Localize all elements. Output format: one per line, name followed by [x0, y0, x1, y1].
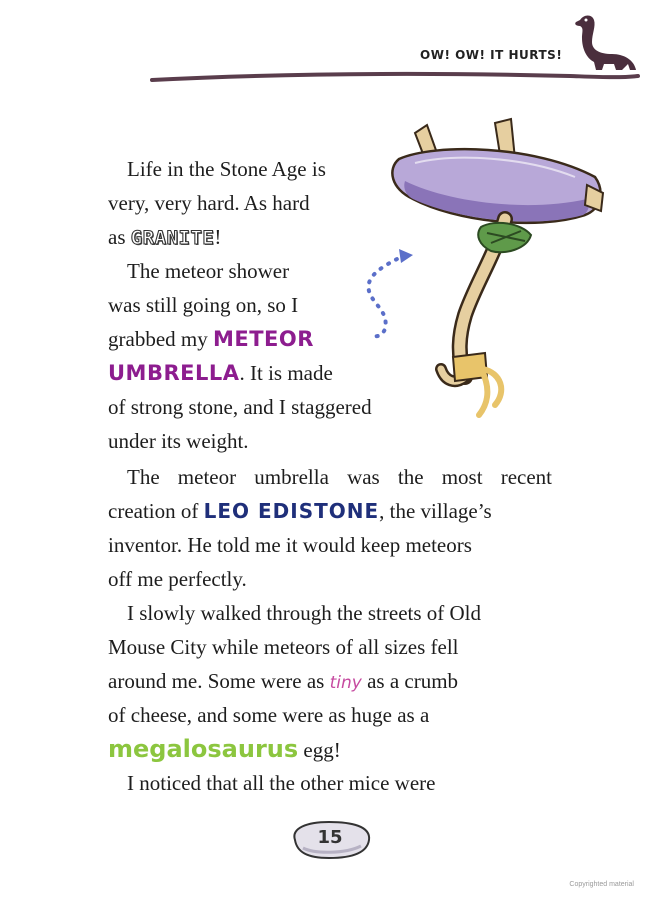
granite-word: GRANITE: [130, 227, 215, 249]
text-line: , the village’s: [379, 499, 492, 523]
text-line: was still going on, so I: [108, 293, 299, 317]
megalosaurus-word: megalosaurus: [108, 735, 299, 763]
text-line: I noticed that all the other mice were: [127, 771, 436, 795]
text-line: inventor. He told me it would keep meteors: [108, 533, 472, 557]
paragraph-1: [108, 152, 398, 458]
text-line: egg!: [298, 738, 341, 762]
tiny-word: tiny: [329, 673, 362, 693]
text-line: around me. Some were as: [108, 669, 330, 693]
text-line: of cheese, and some were as huge as a: [108, 703, 430, 727]
leo-edistone-name: LEO EDISTONE: [203, 499, 380, 523]
text-line: Mouse City while meteors of all sizes fell: [108, 635, 459, 659]
umbrella-word: UMBRELLA: [108, 361, 240, 385]
text-line: very, very hard. As hard: [108, 191, 310, 215]
text-line: The meteor shower: [127, 259, 290, 283]
text-line: I slowly walked through the streets of Old: [127, 601, 482, 625]
text-line: The meteor umbrella was the most recent: [127, 465, 552, 489]
text-line: Life in the Stone Age is: [127, 157, 326, 181]
text-line: under its weight.: [108, 429, 249, 453]
text-line: creation of: [108, 499, 204, 523]
text-line: . It is made: [239, 361, 333, 385]
chapter-title: OW! OW! IT HURTS!: [420, 48, 563, 62]
copyright-notice: Copyrighted material: [569, 881, 634, 888]
text-line: off me perfectly.: [108, 567, 247, 591]
text-line: as a crumb: [361, 669, 459, 693]
text-line: of strong stone, and I staggered: [108, 395, 372, 419]
meteor-word: METEOR: [212, 327, 314, 351]
text-line: as: [108, 225, 131, 249]
text-line: !: [214, 225, 222, 249]
paragraph-2: [108, 460, 552, 800]
page-number: 15: [317, 827, 343, 848]
text-line: grabbed my: [108, 327, 213, 351]
dinosaur-icon: [560, 8, 640, 78]
